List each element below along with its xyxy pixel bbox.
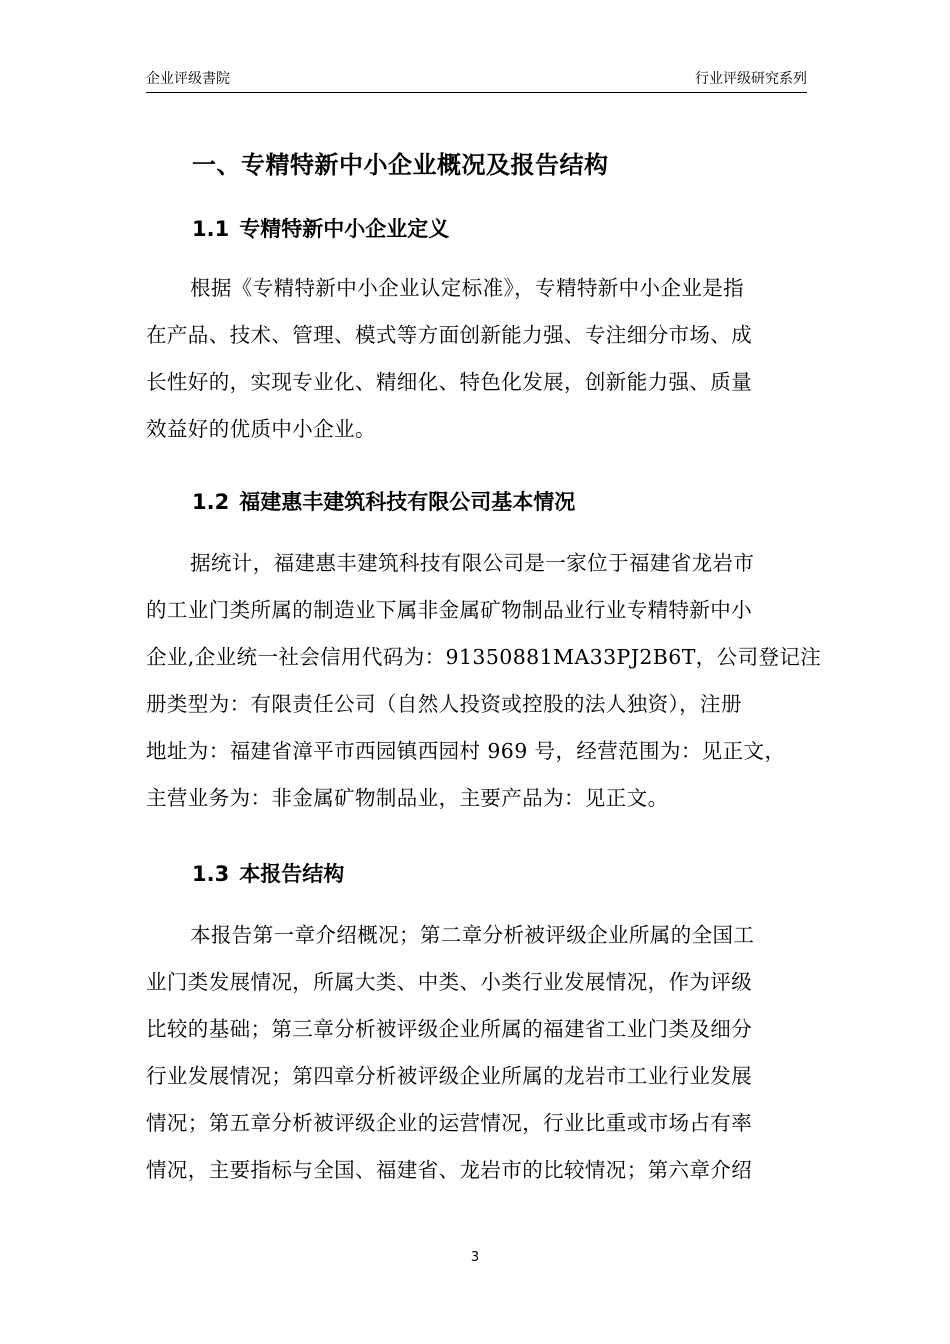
paragraph-line: 长性好的，实现专业化、精细化、特色化发展，创新能力强、质量 <box>146 370 753 394</box>
section-title: 福建惠丰建筑科技有限公司基本情况 <box>239 490 576 514</box>
paragraph-line: 情况；第五章分析被评级企业的运营情况，行业比重或市场占有率 <box>146 1111 753 1135</box>
paragraph-line: 企业,企业统一社会信用代码为：91350881MA33PJ2B6T，公司登记注 <box>146 645 822 669</box>
section-title: 本报告结构 <box>239 862 345 886</box>
paragraph-line: 比较的基础；第三章分析被评级企业所属的福建省工业门类及细分 <box>146 1017 753 1041</box>
paragraph-line: 据统计，福建惠丰建筑科技有限公司是一家位于福建省龙岩市 <box>190 551 755 575</box>
header-right-text: 行业评级研究系列 <box>695 71 807 87</box>
paragraph-line: 册类型为：有限责任公司（自然人投资或控股的法人独资），注册 <box>146 692 742 716</box>
paragraph-company-info <box>146 540 822 822</box>
paragraph-line: 在产品、技术、管理、模式等方面创新能力强、专注细分市场、成 <box>146 323 753 347</box>
section-number: 1.3 <box>192 862 230 886</box>
paragraph-line: 的工业门类所属的制造业下属非金属矿物制品业行业专精特新中小 <box>146 598 753 622</box>
paragraph-definition <box>146 265 806 453</box>
section-title: 专精特新中小企业定义 <box>239 217 450 241</box>
paragraph-line: 业门类发展情况，所属大类、中类、小类行业发展情况，作为评级 <box>146 970 753 994</box>
header-left-text: 企业评级書院 <box>146 71 230 87</box>
section-heading-1-3 <box>192 858 344 888</box>
paragraph-line: 主营业务为：非金属矿物制品业，主要产品为：见正文。 <box>146 786 669 810</box>
section-number: 1.2 <box>192 490 230 514</box>
paragraph-line: 本报告第一章介绍概况；第二章分析被评级企业所属的全国工 <box>190 923 755 947</box>
paragraph-report-structure <box>146 912 806 1194</box>
section-heading-1-1 <box>192 213 449 243</box>
page-number: 3 <box>470 1250 480 1265</box>
page-header <box>146 66 807 93</box>
chapter-title: 一、专精特新中小企业概况及报告结构 <box>192 151 609 179</box>
paragraph-line: 行业发展情况；第四章分析被评级企业所属的龙岩市工业行业发展 <box>146 1064 753 1088</box>
paragraph-line: 情况，主要指标与全国、福建省、龙岩市的比较情况；第六章介绍 <box>146 1158 753 1182</box>
section-heading-1-2 <box>192 486 575 516</box>
section-number: 1.1 <box>192 217 230 241</box>
paragraph-line: 地址为：福建省漳平市西园镇西园村 969 号，经营范围为：见正文， <box>146 739 786 763</box>
paragraph-line: 效益好的优质中小企业。 <box>146 417 376 441</box>
paragraph-line: 根据《专精特新中小企业认定标准》，专精特新中小企业是指 <box>190 276 745 300</box>
